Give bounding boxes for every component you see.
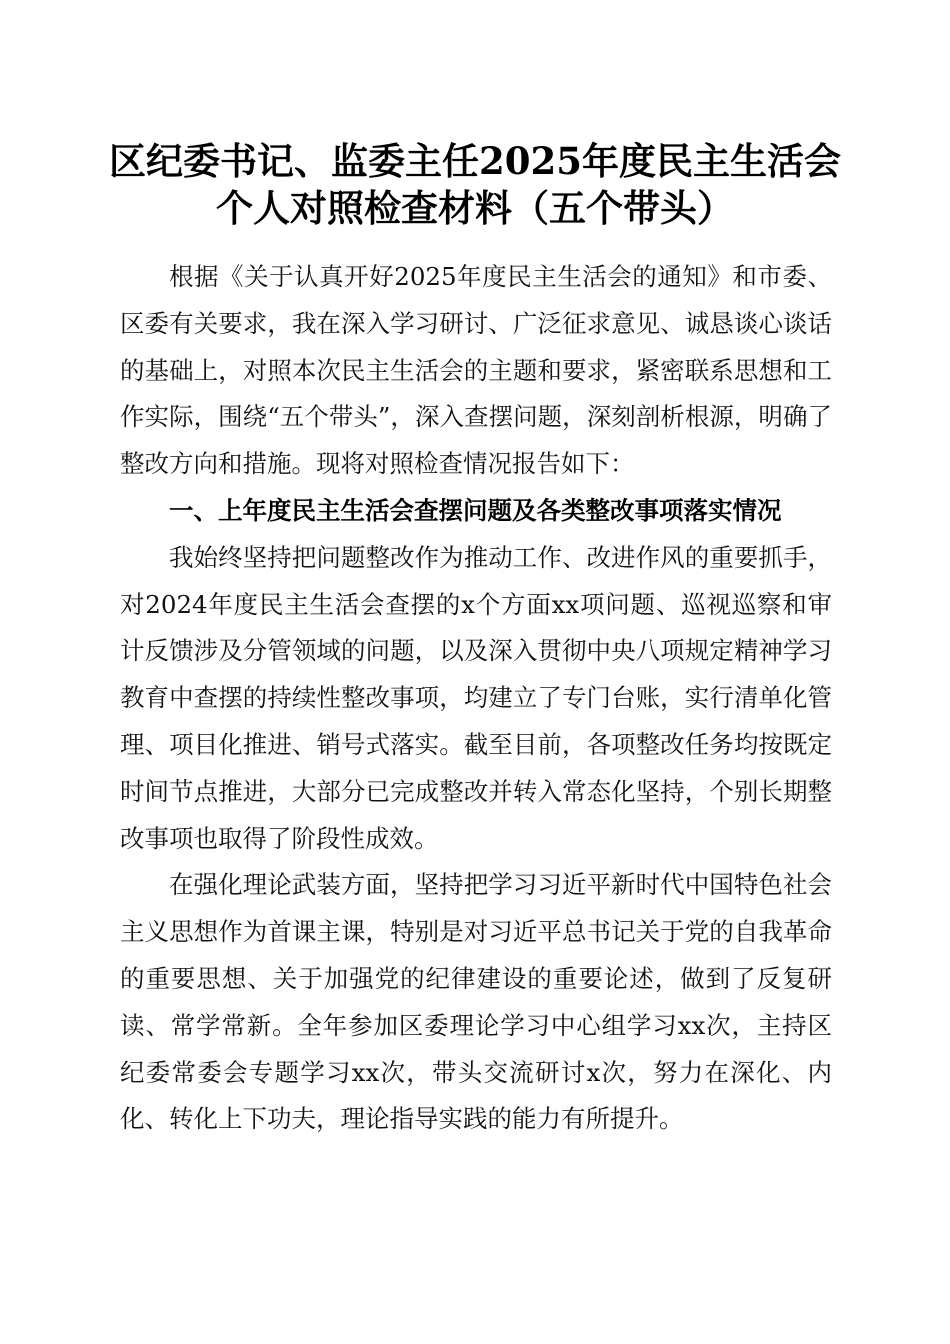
title-line-2: 个人对照检查材料（五个带头）: [216, 186, 734, 230]
title-line-1: 区纪委书记、监委主任2025年度民主生活会: [109, 139, 841, 183]
document-title: [60, 138, 890, 232]
section-1-paragraph-1: 我始终坚持把问题整改作为推动工作、改进作风的重要抓手，对2024年度民主生活会查摆的x个方面xx项问题、巡视巡察和审计反馈涉及分管领域的问题，以及深入贯彻中央八项规定精神学习教育中查摆的持续性整改事项，均建立了专门台账，实行清单化管理、项目化推进、销号式落实。截至目前，各项整改任务均按既定时间节点推进，大部分已完成整改并转入常态化坚持，个别长期整改事项也取得了阶段性成效。: [120, 542, 832, 853]
section-1-paragraph-2: 在强化理论武装方面，坚持把学习习近平新时代中国特色社会主义思想作为首课主课，特别是对习近平总书记关于党的自我革命的重要思想、关于加强党的纪律建设的重要论述，做到了反复研读、常学常新。全年参加区委理论学习中心组学习xx次，主持区纪委常委会专题学习xx次，带头交流研讨x次，努力在深化、内化、转化上下功夫，理论指导实践的能力有所提升。: [120, 870, 832, 1134]
intro-paragraph: 根据《关于认真开好2025年度民主生活会的通知》和市委、区委有关要求，我在深入学习研讨、广泛征求意见、诚恳谈心谈话的基础上，对照本次民主生活会的主题和要求，紧密联系思想和工作实际，围绕“五个带头”，深入查摆问题，深刻剖析根源，明确了整改方向和措施。现将对照检查情况报告如下：: [120, 262, 832, 479]
section-1-heading: 一、上年度民主生活会查摆问题及各类整改事项落实情况: [169, 495, 782, 525]
document-body: [120, 254, 832, 1143]
